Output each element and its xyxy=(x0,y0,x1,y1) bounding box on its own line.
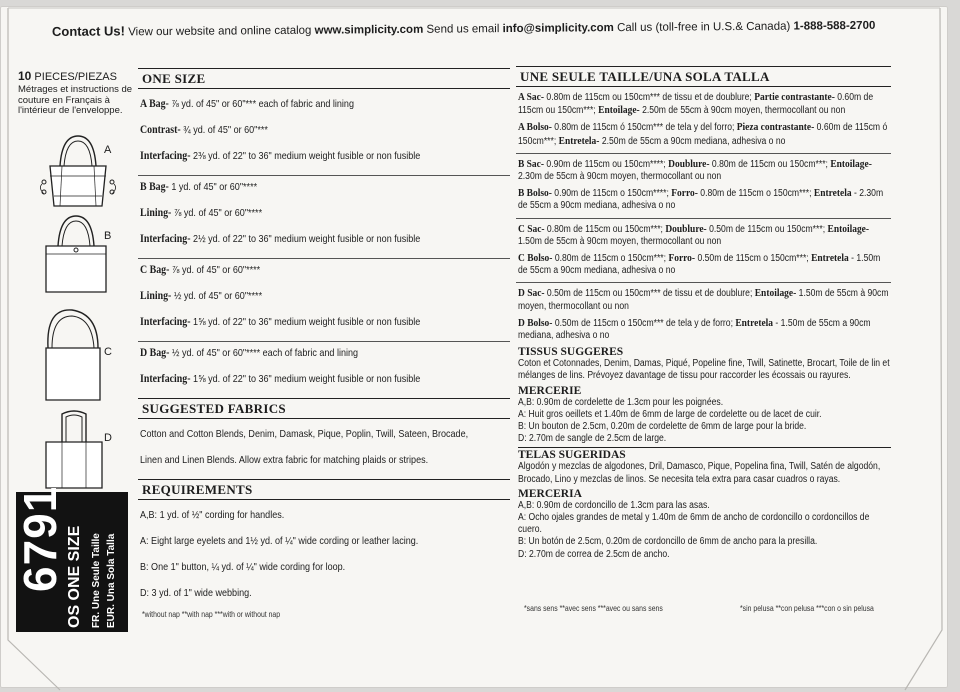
fabrics-text-1: Cotton and Cotton Blends, Denim, Damask, Pique, Poplin, Twill, Sateen, Brocade, xyxy=(140,428,469,440)
merceria-1: A,B: 0.90m de cordoncillo de 1.3cm para las asas. xyxy=(518,499,710,511)
requirement-2: A: Eight large eyelets and 1½ yd. of ¼" wide cording or leather lacing. xyxy=(140,535,419,547)
size-header: ONE SIZE xyxy=(138,68,510,89)
telas-header: TELAS SUGERIDAS xyxy=(518,447,891,461)
c-lining-line: Lining- ½ yd. of 45" or 60"**** xyxy=(140,290,263,302)
footnote-en: *without nap **with nap ***with or without nap xyxy=(142,610,281,619)
website-link[interactable]: www.simplicity.com xyxy=(314,23,424,37)
view-d-bag-icon xyxy=(42,408,106,492)
size-header-fr-es: UNE SEULE TAILLE/UNA SOLA TALLA xyxy=(516,66,891,87)
divider xyxy=(138,341,510,342)
size-label-fr: FR. Une Seule Taille xyxy=(91,533,102,628)
size-label: OS ONE SIZE xyxy=(66,525,83,628)
view-a-label: A xyxy=(104,144,112,156)
merceria-header: MERCERIA xyxy=(518,487,582,500)
tissus-text: Coton et Cotonnades, Denim, Damas, Piqué, Popeline fine, Twill, Satinette, Brocart, Toile de lin et mélanges de lins. Prévoyez davantage de tissu pour raccorder les écossais ou rayures. xyxy=(518,358,890,382)
d-bag-line: D Bag- ½ yd. of 45" or 60"**** each of fabric and lining xyxy=(140,347,359,359)
phone-number: 1-888-588-2700 xyxy=(793,19,876,33)
size-label-es: EUR. Una Sola Talla xyxy=(106,533,117,628)
a-bolso-block: A Bolso- 0.80m de 115cm ó 150cm*** de tela y del forro; Pieza contrastante- 0.60m de 115cm ó 150cm***; Entretela- 2.50m de 55cm a 90cm mediana, adhesiva o no xyxy=(518,121,888,147)
contact-text: View our website and online catalog xyxy=(128,24,312,39)
a-interfacing-line: Interfacing- 2⅜ yd. of 22" to 36" medium weight fusible or non fusible xyxy=(140,150,421,162)
divider xyxy=(516,153,891,154)
requirement-4: D: 3 yd. of 1" wide webbing. xyxy=(140,587,252,599)
contact-label: Contact Us! xyxy=(51,23,126,39)
d-bolso-block: D Bolso- 0.50m de 115cm o 150cm*** de tela y de forro; Entretela - 1.50m de 55cm a 90cm mediana, adhesiva o no xyxy=(518,316,871,342)
c-interfacing-line: Interfacing- 1⅝ yd. of 22" to 36" medium weight fusible or non fusible xyxy=(140,316,421,328)
d-sac-block: D Sac- 0.50m de 115cm ou 150cm*** de tissu et de doublure; Entoilage- 1.50m de 55cm à 90cm moyen, thermocollant ou non xyxy=(518,287,889,312)
b-bag-line: B Bag- 1 yd. of 45" or 60"**** xyxy=(140,181,258,193)
a-bag-line: A Bag- ⅞ yd. of 45" or 60"*** each of fabric and lining xyxy=(140,98,354,110)
phone-text: Call us (toll-free in U.S.& Canada) xyxy=(617,20,791,35)
a-contrast-line: Contrast- ¾ yd. of 45" or 60"*** xyxy=(140,124,268,136)
french-spanish-column xyxy=(516,66,891,561)
d-interfacing-line: Interfacing- 1⅝ yd. of 22" to 36" medium weight fusible or non fusible xyxy=(140,373,421,385)
email-link[interactable]: info@simplicity.com xyxy=(502,22,614,36)
mercerie-1: A,B: 0.90m de cordelette de 1.3cm pour les poignées. xyxy=(518,396,724,408)
pieces-count: 10 xyxy=(18,69,32,83)
pieces-info xyxy=(18,70,136,117)
footnote-fr: *sans sens **avec sens ***avec ou sans sens xyxy=(524,604,663,613)
mercerie-4: D: 2.70m de sangle de 2.5cm de large. xyxy=(518,433,667,445)
b-bolso-block: B Bolso- 0.90m de 115cm o 150cm****; Forro- 0.80m de 115cm o 150cm***; Entretela - 2.30m de 55cm a 90cm mediana, adhesiva o no xyxy=(518,187,884,212)
view-b-bag-icon xyxy=(40,214,112,296)
mercerie-2: A: Huit gros oeillets et 1.40m de 6mm de large de cordelette ou de lacet de cuir. xyxy=(518,408,822,420)
view-b-label: B xyxy=(104,230,112,242)
merceria-3: B: Un botón de 2.5cm, 0.20m de cordoncillo de 6mm de ancho para la presilla. xyxy=(518,536,818,548)
view-d-label: D xyxy=(104,432,112,444)
c-sac-block: C Sac- 0.80m de 115cm ou 150cm***; Doublure- 0.50m de 115cm ou 150cm***; Entoilage- 1.50m de 55cm à 90cm moyen, thermocollant ou non xyxy=(518,222,870,247)
telas-text: Algodón y mezclas de algodones, Dril, Damasco, Pique, Popelina fina, Twill, Satén de algodón, Brocado, Lino y mezclas de linos. Se necesita tela extra para casar cuadros o rayas. xyxy=(518,461,881,485)
merceria-2: A: Ocho ojales grandes de metal y 1.40m de 6mm de ancho de cordoncillo o cordoncillos de cuero. xyxy=(518,512,870,536)
english-yardage-column xyxy=(138,68,510,612)
pieces-note: Métrages et instructions de couture en Français à l'intérieur de l'enveloppe. xyxy=(18,84,133,116)
requirement-1: A,B: 1 yd. of ½" cording for handles. xyxy=(140,509,285,521)
mercerie-3: B: Un bouton de 2.5cm, 0.20m de cordelette de 6mm de large pour la bride. xyxy=(518,421,807,433)
email-text: Send us email xyxy=(426,23,500,36)
tissus-header: TISSUS SUGGERES xyxy=(518,346,624,359)
b-sac-block: B Sac- 0.90m de 115cm ou 150cm****; Doublure- 0.80m de 115cm ou 150cm***; Entoilage- 2.30m de 55cm à 90cm moyen, thermocollant ou non xyxy=(518,157,872,183)
pieces-label: PIECES/PIEZAS xyxy=(34,71,117,83)
b-interfacing-line: Interfacing- 2½ yd. of 22" to 36" medium weight fusible or non fusible xyxy=(140,233,421,245)
pattern-number-badge xyxy=(14,485,128,632)
c-bag-line: C Bag- ⅞ yd. of 45" or 60"**** xyxy=(140,264,261,276)
requirement-3: B: One 1" button, ¼ yd. of ¼" wide cording for loop. xyxy=(140,561,346,573)
footnote-es: *sin pelusa **con pelusa ***con o sin pelusa xyxy=(740,604,874,613)
merceria-4: D: 2.70m de correa de 2.5cm de ancho. xyxy=(518,548,670,560)
divider xyxy=(516,218,891,219)
fabrics-text-2: Linen and Linen Blends. Allow extra fabric for matching plaids or stripes. xyxy=(140,454,429,466)
divider xyxy=(138,175,510,176)
pattern-number: 6791 xyxy=(14,485,66,592)
a-sac-block: A Sac- 0.80m de 115cm ou 150cm*** de tissu et de doublure; Partie contrastante- 0.60m de 115cm ou 150cm***; Entoilage- 2.50m de 55cm à 90cm moyen, thermocollant ou non xyxy=(518,91,874,117)
requirements-header: REQUIREMENTS xyxy=(138,479,510,500)
view-c-label: C xyxy=(104,346,112,358)
c-bolso-block: C Bolso- 0.80m de 115cm o 150cm***; Forro- 0.50m de 115cm o 150cm***; Entretela - 1.50m de 55cm a 90cm mediana, adhesiva o no xyxy=(518,252,881,277)
divider xyxy=(138,258,510,259)
mercerie-header: MERCERIE xyxy=(518,384,582,397)
suggested-fabrics-header: SUGGESTED FABRICS xyxy=(138,398,510,419)
b-lining-line: Lining- ⅞ yd. of 45" or 60"**** xyxy=(140,207,263,219)
divider xyxy=(516,282,891,283)
